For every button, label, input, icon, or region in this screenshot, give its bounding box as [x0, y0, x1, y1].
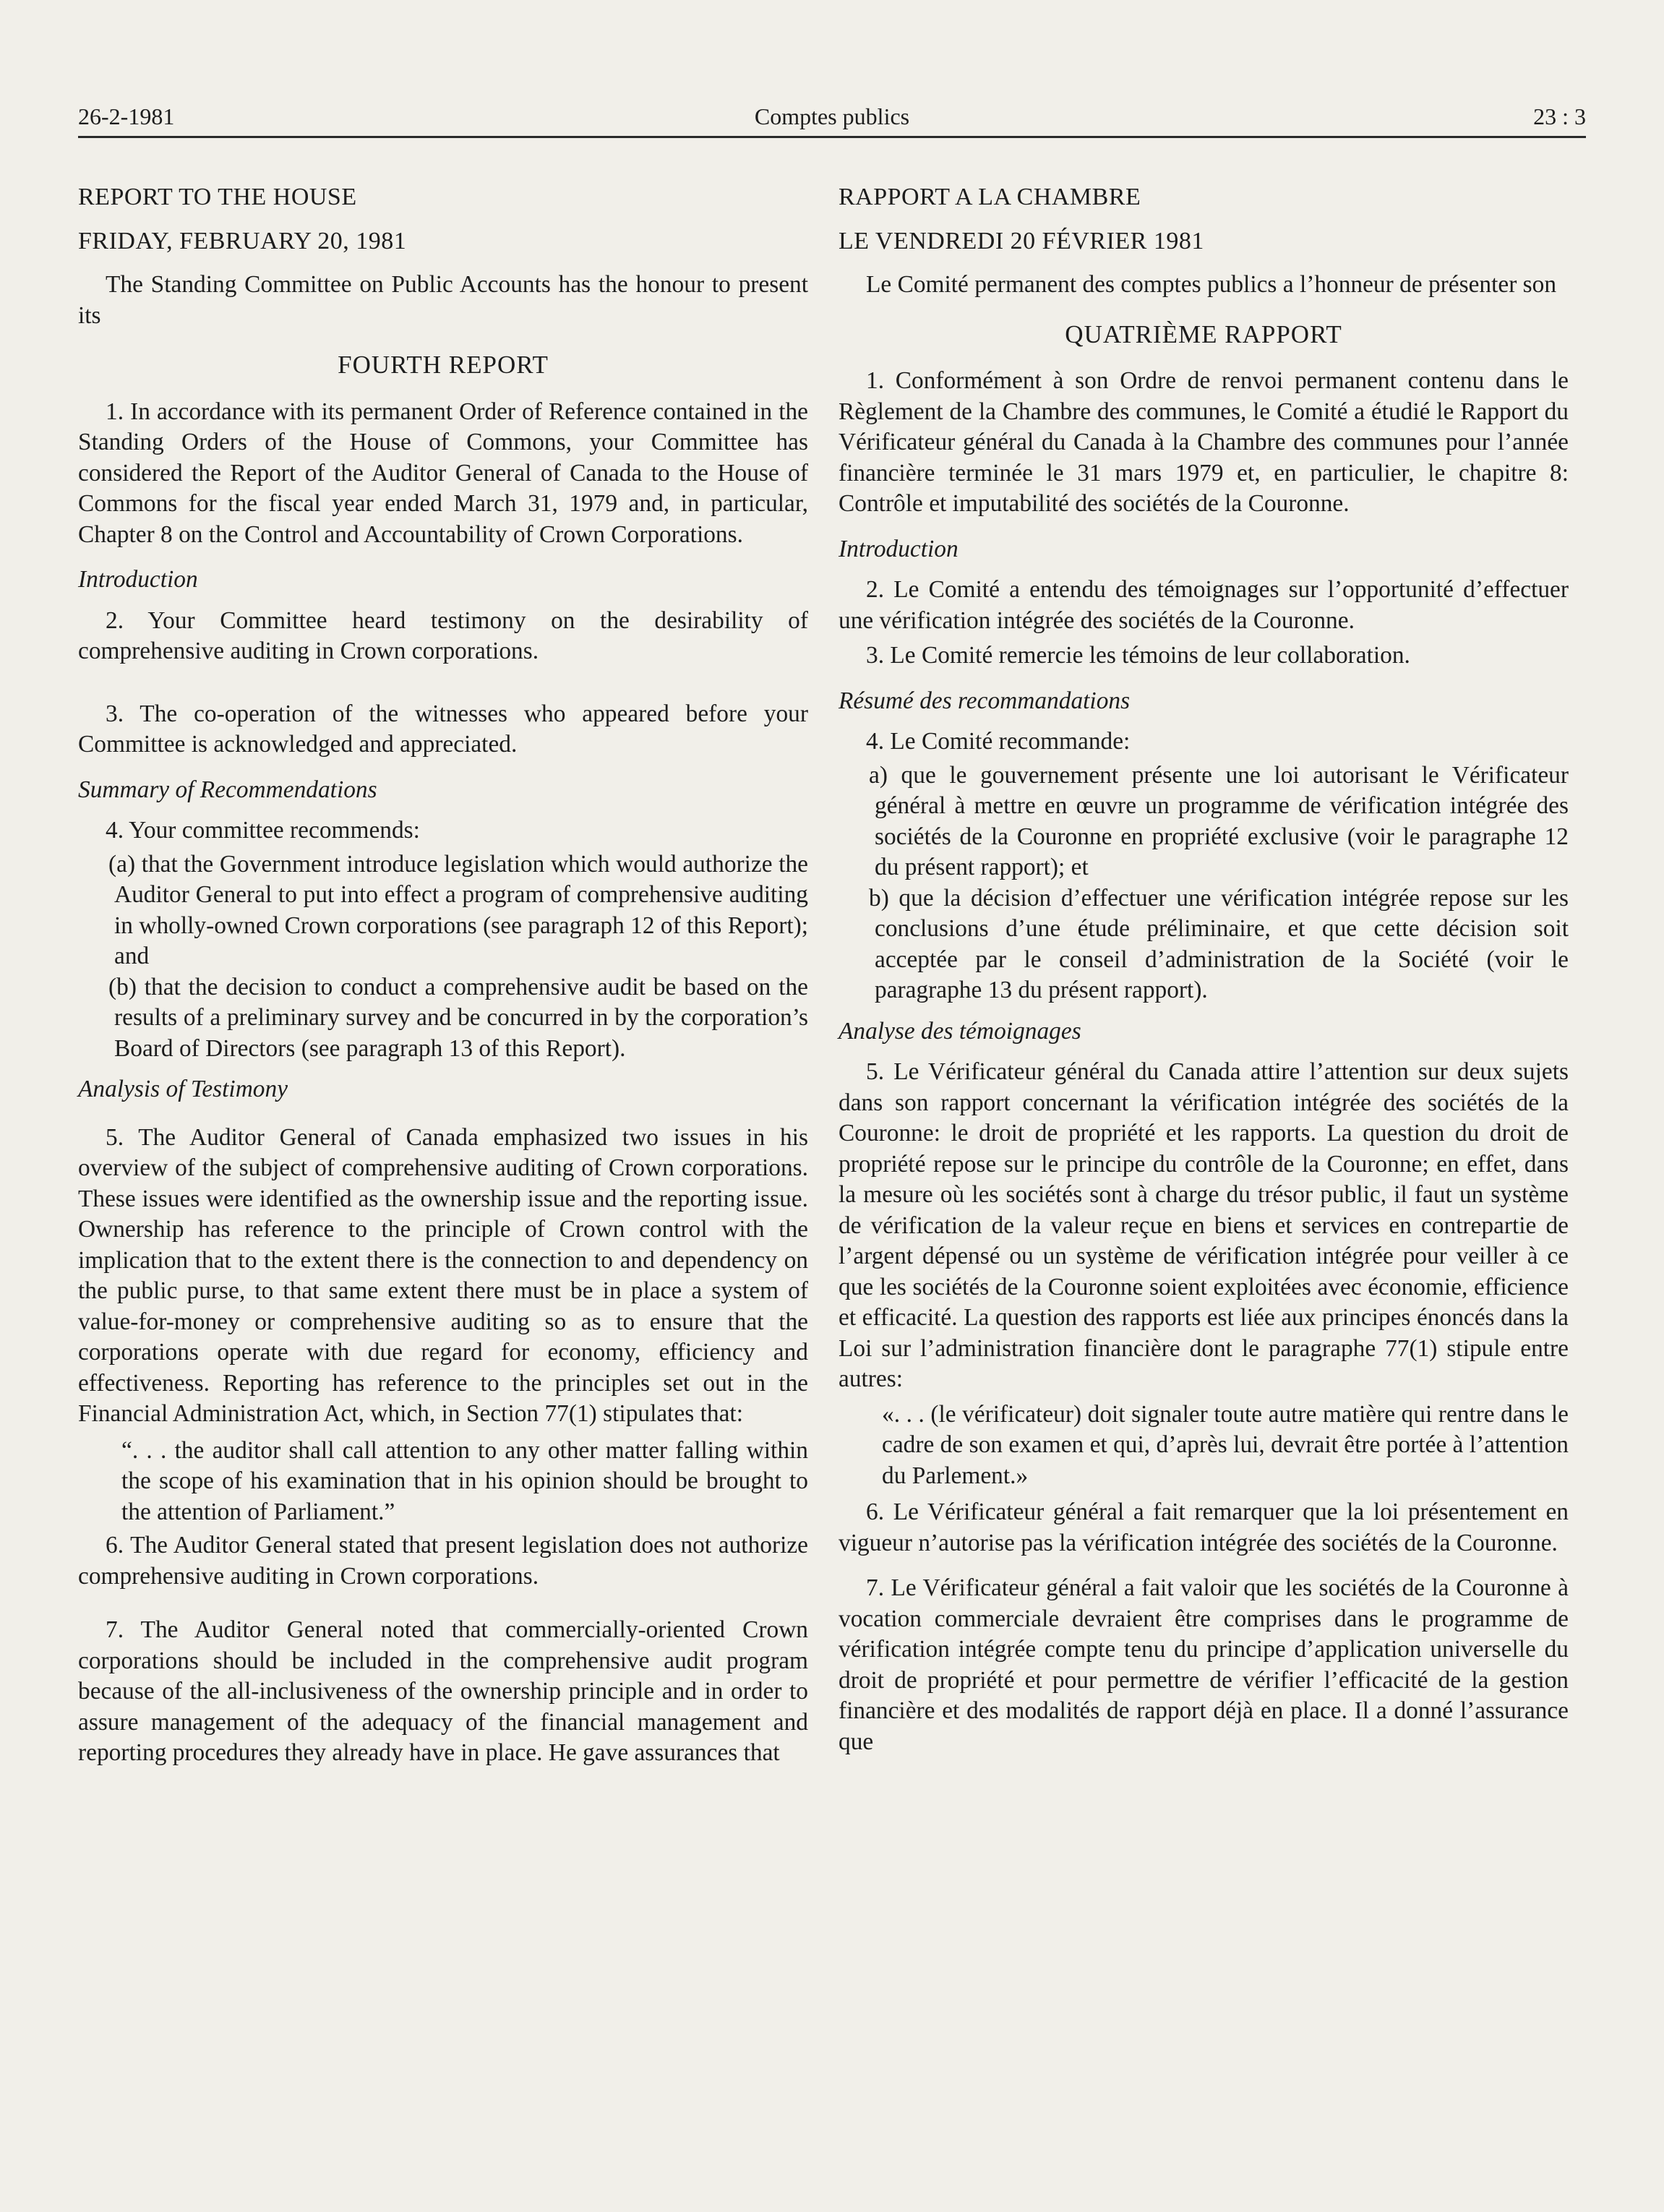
subheading-introduction-fr: Introduction [839, 535, 958, 562]
header-date: 26-2-1981 [78, 103, 175, 129]
paragraph-7: 7. The Auditor General noted that commercially-oriented Crown corporations should be included in the comprehensive audit program because of the all-inclusiveness of the ownership principle and in order to assure management of the adequacy of the financial management and reporting procedures they already have in place. He gave assurances that [78, 1616, 808, 1766]
rapport-heading: RAPPORT A LA CHAMBRE [839, 184, 1141, 210]
subheading-summary-fr: Résumé des recommandations [839, 687, 1131, 714]
paragraph-5-fr: 5. Le Vérificateur général du Canada attire l’attention sur deux sujets dans son rapport concernant la vérification intégrée des sociétés de la Couronne: le droit de propriété et les rapports. La question du droit de propriété repose sur le principe du contrôle de la Couronne; en effet, dans la mesure où les sociétés sont à charge du trésor public, il faut un système de vérification de la valeur reçue en biens et services en contrepartie de l’argent dépensé ou un système de vérification intégrée pour veiller à ce que les sociétés de la Couronne soient exploitées avec économie, efficience et efficacité. La question des rapports est liée aux principes énoncés dans la Loi sur l’administration financière dont le paragraphe 77(1) stipule entre autres: [839, 1058, 1569, 1392]
page-header [78, 101, 1586, 138]
subheading-analysis: Analysis of Testimony [78, 1076, 288, 1102]
recommendation-a-fr: a) que le gouvernement présente une loi autorisant le Vérificateur général à mettre en œuvre un programme de vérification intégrée des sociétés de la Couronne en propriété exclusive (voir le paragraphe 12 du présent rapport); et [869, 761, 1569, 880]
paragraph-5: 5. The Auditor General of Canada emphasized two issues in his overview of the subject of comprehensive auditing of Crown corporations. These issues were identified as the ownership issue and the reporting issue. Ownership has reference to the principle of Crown control with the implication that to the extent there is the connection to and dependency on the public purse, to that same extent there must be in place a system of value-for-money or comprehensive auditing so as to ensure that the corporations operate with due regard for economy, efficiency and effectiveness. Reporting has reference to the principles set out in the Financial Administration Act, which, in Section 77(1) stipulates that: [78, 1123, 808, 1427]
subheading-analysis-fr: Analyse des témoignages [839, 1017, 1081, 1045]
paragraph-6: 6. The Auditor General stated that present legislation does not authorize comprehensive auditing in Crown corporations. [78, 1532, 808, 1590]
french-column [839, 172, 1569, 1772]
paragraph-6-fr: 6. Le Vérificateur général a fait remarquer que la loi présentement en vigueur n’autorise pas la vérification intégrée des sociétés de la Couronne. [839, 1499, 1569, 1556]
paragraph-2-fr: 2. Le Comité a entendu des témoignages sur l’opportunité d’effectuer une vérification intégrée des sociétés de la Couronne. [839, 576, 1569, 634]
report-title: FOURTH REPORT [338, 351, 549, 379]
header-title: Comptes publics [754, 103, 910, 129]
paragraph-7-fr: 7. Le Vérificateur général a fait valoir que les sociétés de la Couronne à vocation commerciale devraient être comprises dans le programme de vérification intégrée compte tenu du principe d’application universelle du droit de propriété et pour permettre de vérifier l’efficacité de la gestion financière et des modalités de rapport déjà en place. Il a donné l’assurance que [839, 1574, 1569, 1755]
paragraph-4: 4. Your committee recommends: [106, 817, 420, 844]
rapport-date: LE VENDREDI 20 FÉVRIER 1981 [839, 227, 1204, 254]
subheading-summary: Summary of Recommendations [78, 776, 377, 803]
recommendation-b-fr: b) que la décision d’effectuer une vérification intégrée repose sur les conclusions d’une étude préliminaire, et que cette décision soit acceptée par le conseil d’administration de la Société (voir le paragraphe 13 du présent rapport). [869, 884, 1569, 1003]
report-heading: REPORT TO THE HOUSE [78, 184, 357, 210]
report-date: FRIDAY, FEBRUARY 20, 1981 [78, 227, 407, 254]
paragraph-2: 2. Your Committee heard testimony on the desirability of comprehensive auditing in Crown corporations. [78, 606, 808, 664]
rapport-title: QUATRIÈME RAPPORT [1065, 320, 1342, 348]
quotation-fr: «. . . (le vérificateur) doit signaler toute autre matière qui rentre dans le cadre de son examen et qui, d’après lui, devrait être portée à l’attention du Parlement.» [882, 1400, 1569, 1489]
quotation: “. . . the auditor shall call attention to any other matter falling within the scope of his examination that in his opinion should be brought to the attention of Parliament.” [121, 1436, 808, 1525]
intro-paragraph: The Standing Committee on Public Accounts has the honour to present its [78, 271, 808, 329]
intro-paragraph-fr: Le Comité permanent des comptes publics a l’honneur de présenter son [866, 271, 1557, 298]
paragraph-1-fr: 1. Conformément à son Ordre de renvoi permanent contenu dans le Règlement de la Chambre des communes, le Comité a étudié le Rapport du Vérificateur général du Canada à la Chambre des communes pour l’année financière terminée le 31 mars 1979 et, en particulier, le chapitre 8: Contrôle et imputabilité des sociétés de la Couronne. [839, 367, 1569, 517]
subheading-introduction: Introduction [78, 566, 198, 593]
paragraph-1: 1. In accordance with its permanent Order of Reference contained in the Standing Orders of the House of Commons, your Committee has considered the Report of the Auditor General of Canada to the House of Commons for the fiscal year ended March 31, 1979 and, in particular, Chapter 8 on the Control and Accountability of Crown Corporations. [78, 398, 808, 548]
header-page-number: 23 : 3 [1533, 103, 1586, 129]
recommendation-b: (b) that the decision to conduct a comprehensive audit be based on the results of a preliminary survey and be concurred in by the corporation’s Board of Directors (see paragraph 13 of this Report). [108, 973, 808, 1062]
recommendation-a: (a) that the Government introduce legislation which would authorize the Auditor General to put into effect a program of comprehensive auditing in wholly-owned Crown corporations (see paragraph 12 of this Report); and [108, 850, 808, 969]
paragraph-3-fr: 3. Le Comité remercie les témoins de leur collaboration. [866, 642, 1410, 669]
paragraph-3: 3. The co-operation of the witnesses who appeared before your Committee is acknowledged and appreciated. [78, 700, 808, 758]
paragraph-4-fr: 4. Le Comité recommande: [866, 728, 1131, 755]
english-column [78, 172, 808, 1783]
